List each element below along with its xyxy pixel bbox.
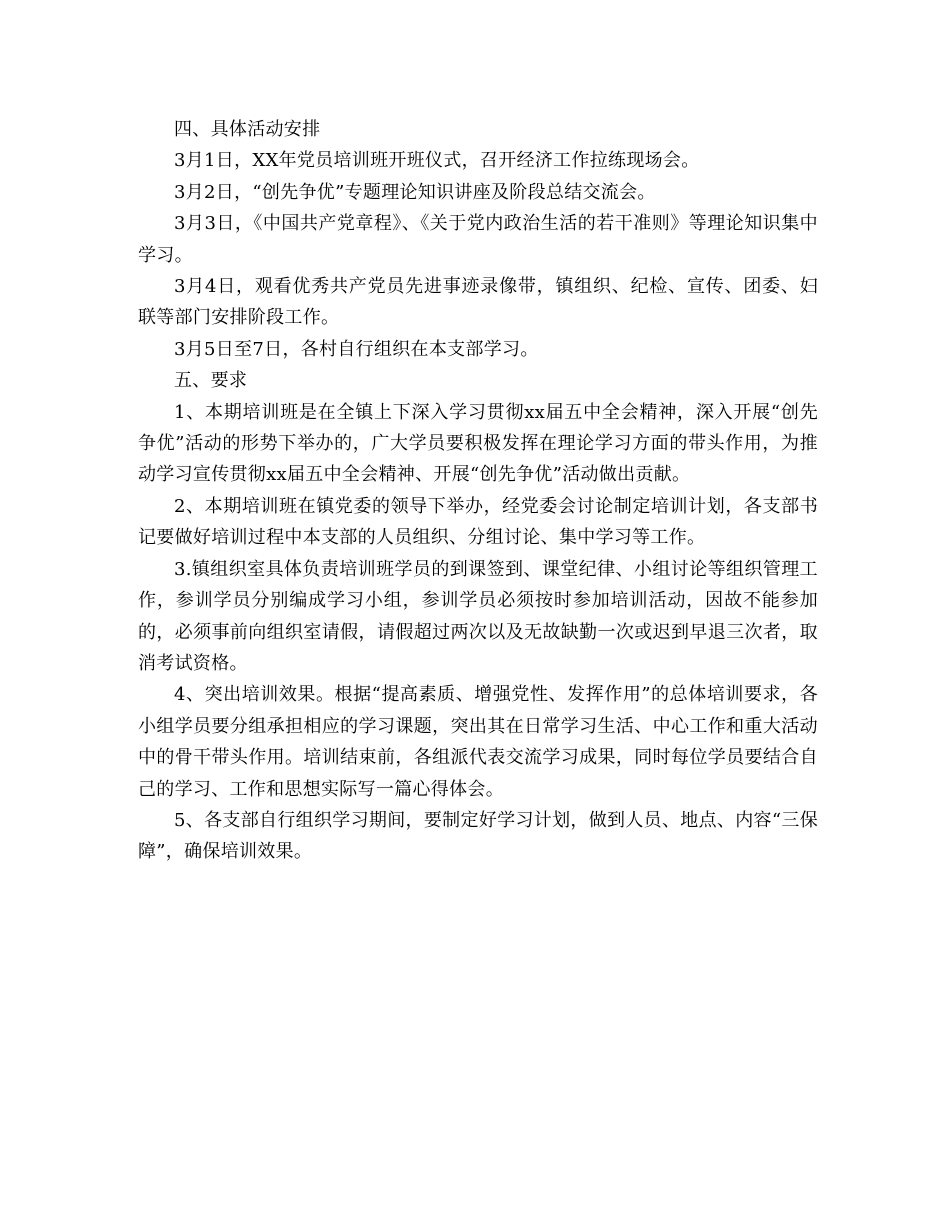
- requirement-item-4: 4、突出培训效果。根据“提高素质、增强党性、发挥作用”的总体培训要求，各小组学员要分组承担相应的学习课题，突出其在日常学习生活、中心工作和重大活动中的骨干带头作用。培训结束前，各组派代表交流学习成果，同时每位学员要结合自己的学习、工作和思想实际写一篇心得体会。: [138, 684, 818, 800]
- requirement-item-2: 2、本期培训班在镇党委的领导下举办，经党委会讨论制定培训计划，各支部书记要做好培训过程中本支部的人员组织、分组讨论、集中学习等工作。: [138, 495, 818, 549]
- section-heading-activities: 四、具体活动安排: [174, 119, 321, 140]
- requirement-item-1: 1、本期培训班是在全镇上下深入学习贯彻xx届五中全会精神，深入开展“创先争优”活动的形势下举办的，广大学员要积极发挥在理论学习方面的带头作用，为推动学习宣传贯彻xx届五中全会精神、开展“创先争优”活动做出贡献。: [138, 401, 818, 486]
- schedule-item-1: 3月1日，XX年党员培训班开班仪式，召开经济工作拉练现场会。: [174, 150, 700, 172]
- schedule-item-4: 3月4日，观看优秀共产党员先进事迹录像带，镇组织、纪检、宣传、团委、妇联等部门安排阶段工作。: [138, 276, 818, 329]
- schedule-item-2: 3月2日，“创先争优”专题理论知识讲座及阶段总结交流会。: [174, 181, 656, 203]
- section-heading-requirements: 五、要求: [174, 370, 248, 392]
- requirement-item-5: 5、各支部自行组织学习期间，要制定好学习计划，做到人员、地点、内容“三保障”，确保培训效果。: [138, 809, 818, 863]
- requirement-item-3: 3.镇组织室具体负责培训班学员的到课签到、课堂纪律、小组讨论等组织管理工作，参训学员分别编成学习小组，参训学员必须按时参加培训活动，因故不能参加的，必须事前向组织室请假，请假超过两次以及无故缺勤一次或迟到早退三次者，取消考试资格。: [138, 558, 818, 674]
- schedule-item-5: 3月5日至7日，各村自行组织在本支部学习。: [174, 338, 539, 360]
- document-body: [138, 114, 818, 868]
- schedule-item-3: 3月3日，《中国共产党章程》、《关于党内政治生活的若干准则》等理论知识集中学习。: [138, 213, 818, 266]
